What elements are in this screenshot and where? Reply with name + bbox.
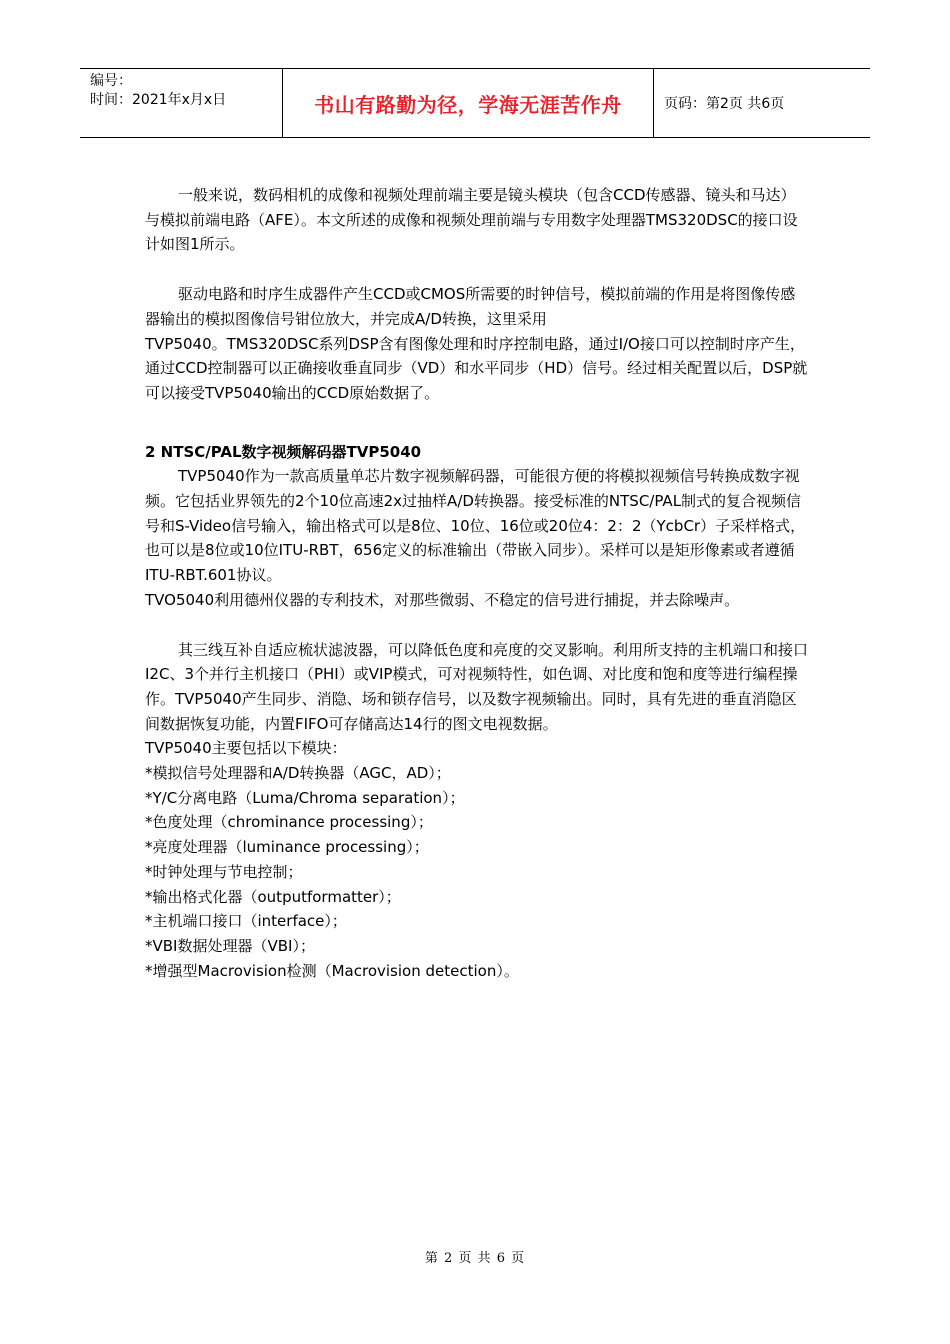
paragraph-afe-cont: TVP5040。TMS320DSC系列DSP含有图像处理和时序控制电路，通过I/O接口可以控制时序产生，通过CCD控制器可以正确接收垂直同步（VD）和水平同步（HD）信号。经过相关配置以后，DSP就可以接受TVP5040输出的CCD原始数据了。 [145,334,808,402]
list-item: *Y/C分离电路（Luma/Chroma separation）； [145,788,465,807]
list-item: *主机端口接口（interface）； [145,912,347,931]
list-item: *亮度处理器（luminance processing）； [145,838,429,857]
header-motto: 书山有路勤为径，学海无涯苦作舟 [282,69,654,137]
module-list [145,761,810,983]
page-header [80,68,870,138]
list-item: *时钟处理与节电控制； [145,862,303,881]
paragraph-intro: 一般来说，数码相机的成像和视频处理前端主要是镜头模块（包含CCD传感器、镜头和马达）与模拟前端电路（AFE）。本文所述的成像和视频处理前端与专用数字处理器TMS320DSC的接口设计如图1所示。 [145,186,798,254]
paragraph-tvp5040: TVP5040作为一款高质量单芯片数字视频解码器，可能很方便的将模拟视频信号转换成数字视频。它包括业界领先的2个10位高速2x过抽样A/D转换器。接受标准的NTSC/PAL制式的复合视频信号和S-Video信号输入，输出格式可以是8位、10位、16位或20位4：2：2（YcbCr）子采样格式，也可以是8位或10位ITU-RBT，656定义的标准输出（带嵌入同步）。采样可以是矩形像素或者遵循ITU-RBT.601协议。 [145,467,806,585]
header-page-label: 页码：第2页 共6页 [664,96,785,112]
list-item: *色度处理（chrominance processing）； [145,813,433,832]
page-footer: 第 2 页 共 6 页 [424,1251,526,1266]
paragraph-filter: 其三线互补自适应梳状滤波器，可以降低色度和亮度的交叉影响。利用所支持的主机端口和接口I2C、3个并行主机接口（PHI）或VIP模式，可对视频特性，如色调、对比度和饱和度等进行编程操作。TVP5040产生同步、消隐、场和锁存信号，以及数字视频输出。同时，具有先进的垂直消隐区间数据恢复功能，内置FIFO可存储高达14行的图文电视数据。 [145,640,809,733]
document-body [145,183,810,983]
module-list-intro: TVP5040主要包括以下模块： [145,739,347,758]
section-heading: 2 NTSC/PAL数字视频解码器TVP5040 [145,442,422,461]
header-meta [80,69,282,137]
list-item: *输出格式化器（outputformatter）； [145,887,401,906]
paragraph-tvp5040-cont: TVO5040利用德州仪器的专利技术，对那些微弱、不稳定的信号进行捕捉，并去除噪声。 [145,590,740,609]
list-item: *增强型Macrovision检测（Macrovision detection）。 [145,961,519,980]
code-label: 编号： [90,73,132,89]
list-item: *VBI数据处理器（VBI）； [145,936,315,955]
list-item: *模拟信号处理器和A/D转换器（AGC，AD）； [145,764,451,783]
time-label: 时间：2021年x月x日 [90,92,227,108]
paragraph-afe: 驱动电路和时序生成器件产生CCD或CMOS所需要的时钟信号，模拟前端的作用是将图像传感器输出的模拟图像信号钳位放大，并完成A/D转换，这里采用 [145,285,796,328]
